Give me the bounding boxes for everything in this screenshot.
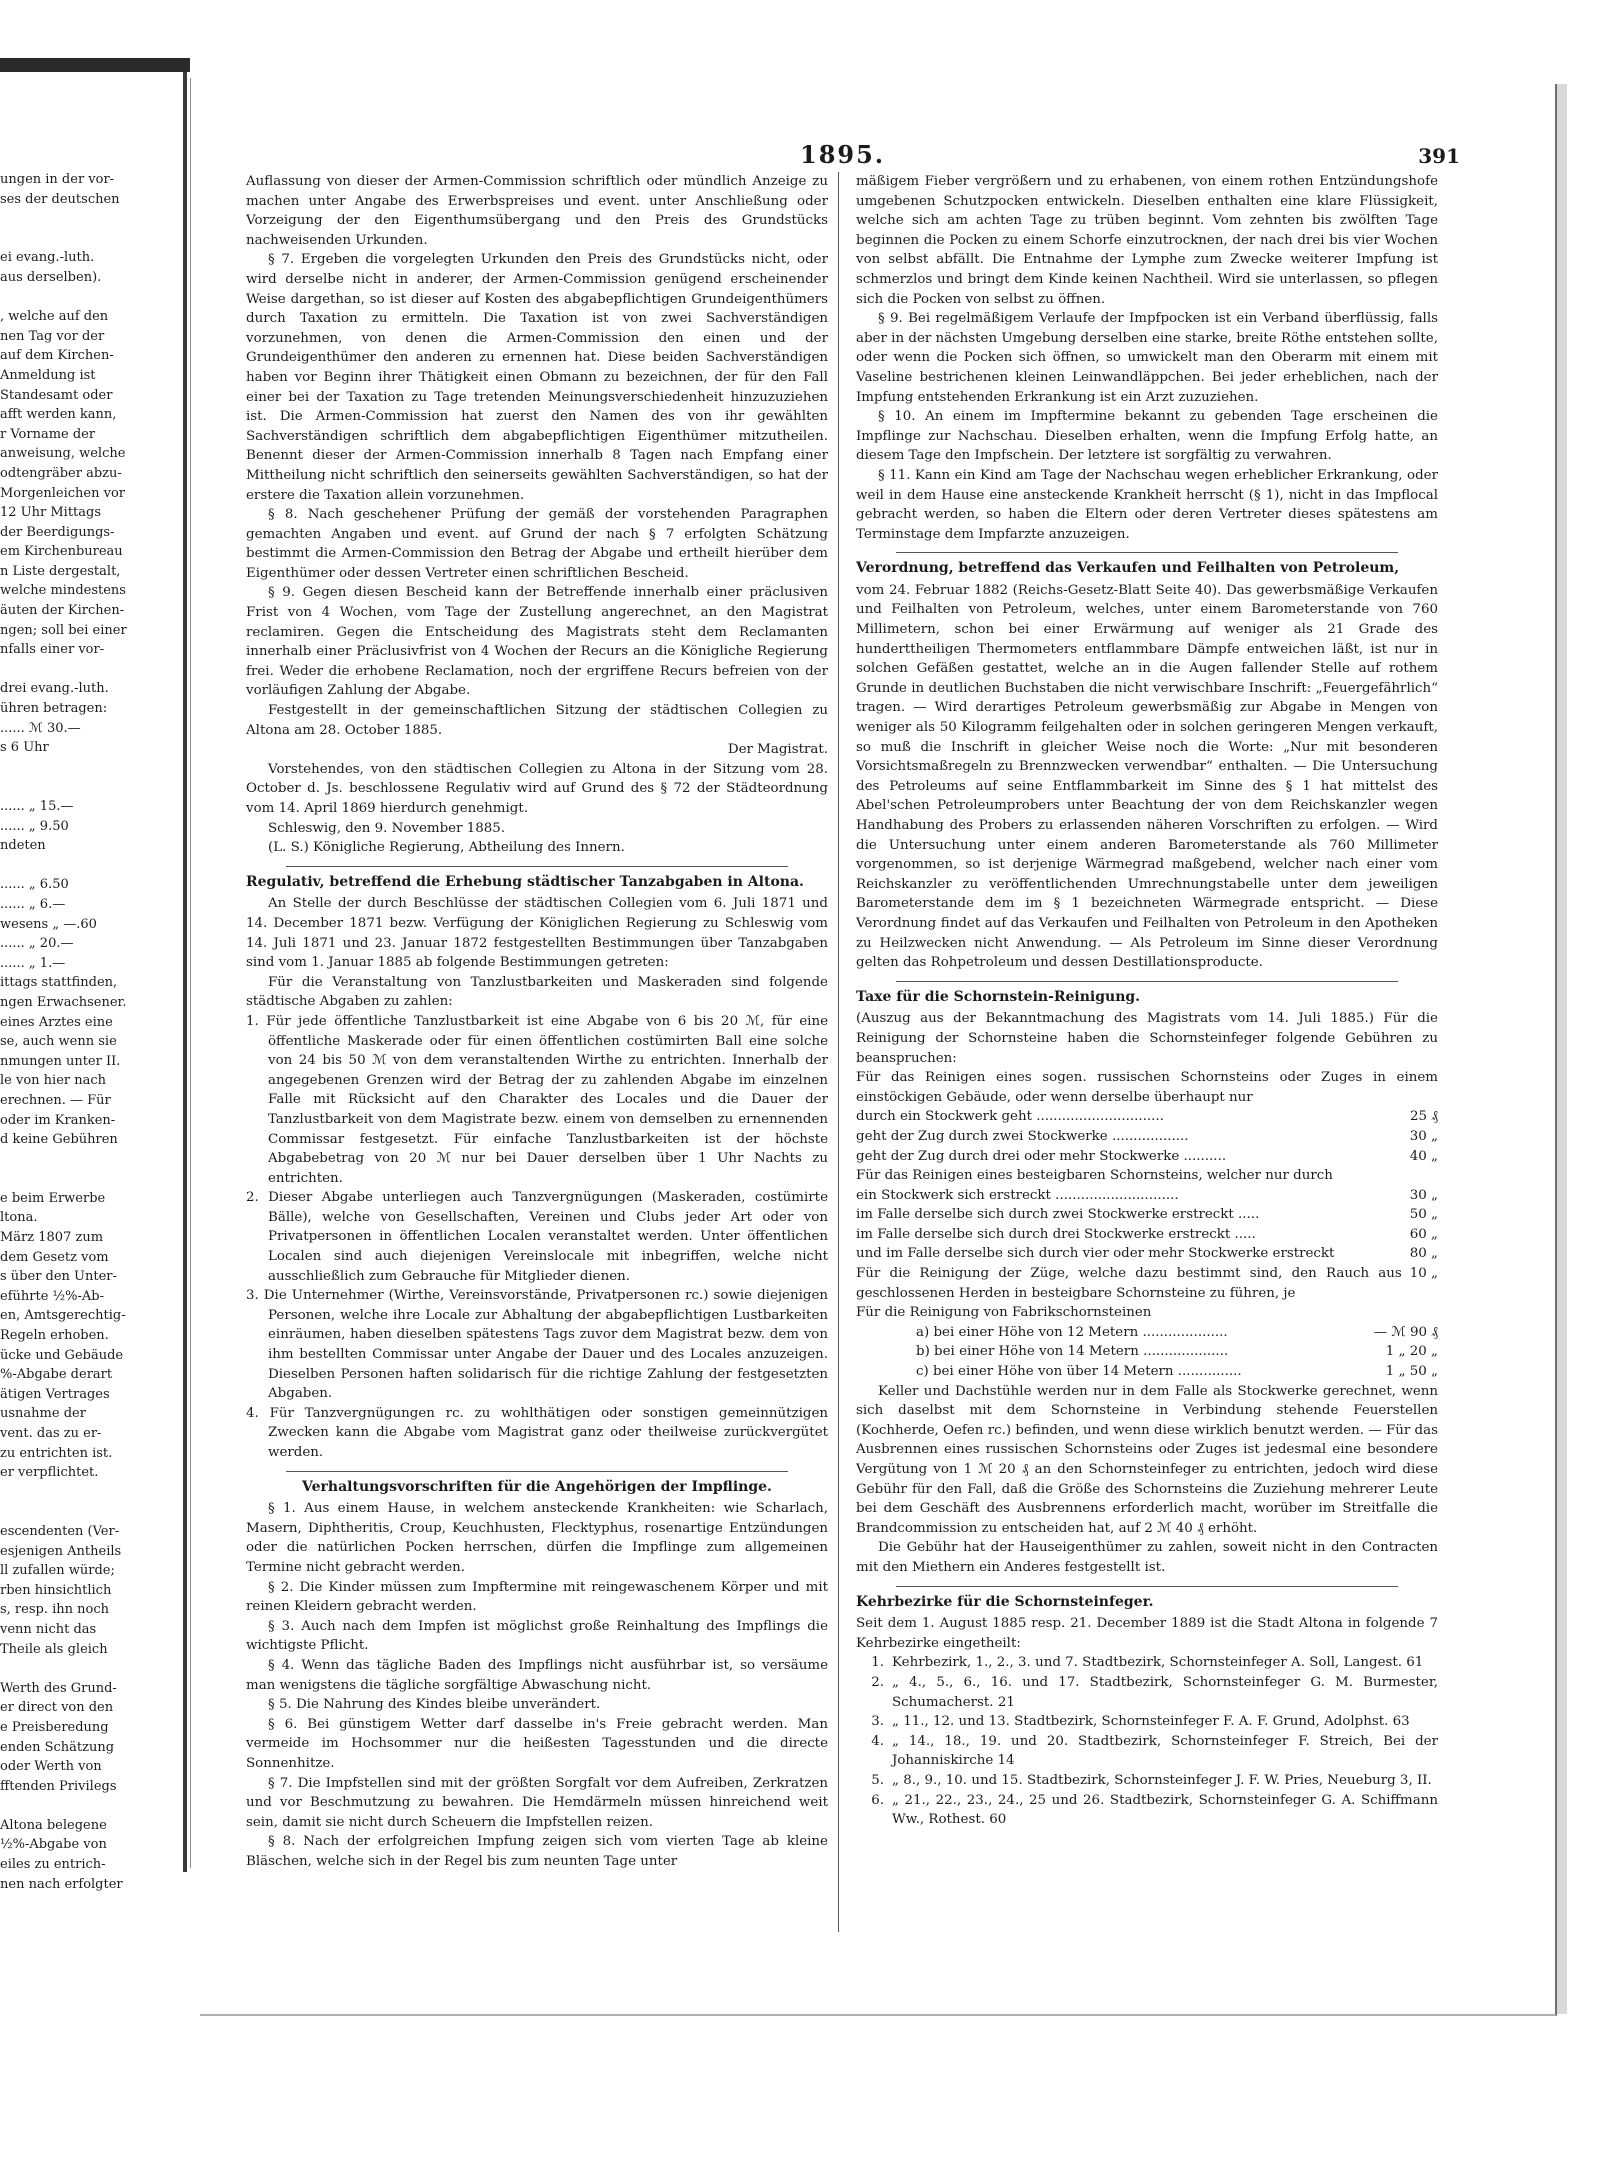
strip-line: ...... „ 15.— [0,799,74,814]
strip-line: e beim Erwerbe [0,1190,106,1206]
strip-line: Anmeldung ist [0,367,96,383]
strip-line: äuten der Kirchen- [0,603,125,619]
strip-line: s 6 Uhr [0,740,49,756]
strip-line: nmungen unter II. [0,1053,121,1069]
strip-line: dem Gesetz vom [0,1249,109,1265]
signature: Der Magistrat. [727,742,828,758]
authority: (L. S.) Königliche Regierung, Abtheilung des Innern. [268,840,625,856]
rule [286,866,788,867]
district-number: 6. [871,1792,884,1808]
scan-top-band [0,58,190,72]
rule [286,1471,788,1472]
district-row [856,1712,1438,1732]
strip-line: esjenigen Antheils [0,1543,122,1559]
district-row [856,1673,1438,1712]
paragraph: Vorstehendes, von den städtischen Collegien zu Altona in der Sitzung vom 28. October d. Js. beschlossene Regulativ wird auf Grund des § 72 der Städteordnung vom 14. April 1869 hierdurch genehmigt. [246,761,828,816]
section-8: § 8. Nach geschehener Prüfung der gemäß der vorstehenden Paragraphen gemachten Angaben und event. auf Grund der nach § 7 erfolgten Schätzung bestimmt die Armen-Commission den Betrag der Abgabe und ertheilt hierüber dem Eigenthümer oder dessen Vertreter einen schriftlichen Bescheid. [246,507,828,581]
fee-label: b) bei einer Höhe von 14 Metern .................... [916,1344,1229,1360]
district-text: „ 8., 9., 10. und 15. Stadtbezirk, Schornsteinfeger J. F. W. Pries, Neueburg 3, II. [892,1772,1432,1788]
fee-row [856,1225,1438,1245]
strip-line: %-Abgabe derart [0,1367,113,1383]
section-3: § 3. Auch nach dem Impfen ist möglichst große Reinhaltung des Impflings die wichtigste Pflicht. [246,1618,828,1654]
fee-price: 50 „ [1409,1207,1438,1223]
strip-line [0,1659,178,1679]
district-text: „ 11., 12. und 13. Stadtbezirk, Schornsteinfeger F. A. F. Grund, Adolphst. 63 [892,1714,1410,1730]
strip-line [0,777,178,797]
fee-row [856,1264,1438,1303]
district-list [856,1653,1438,1829]
strip-line [0,1483,178,1503]
section-8: § 8. Nach der erfolgreichen Impfung zeigen sich vom vierten Tage ab kleine Bläschen, welche sich in der Regel bis zum neunten Tage unter [246,1834,828,1869]
fee-price: 80 „ [1409,1246,1438,1262]
fee-price: 40 „ [1409,1148,1438,1164]
fee-row [856,1147,1438,1167]
fee-row [856,1127,1438,1147]
fee-row [856,1205,1438,1225]
strip-line: ...... „ 1.— [0,955,66,971]
fee-row [916,1323,1438,1343]
strip-line: ngen Erwachsener. [0,994,127,1010]
strip-line: ühren betragen: [0,701,108,717]
strip-line: s, resp. ihn noch [0,1602,109,1618]
strip-line: le von hier nach [0,1073,107,1089]
strip-line: erechnen. — Für [0,1092,111,1108]
strip-line: er verpflichtet. [0,1465,99,1481]
place-date: Schleswig, den 9. November 1885. [268,820,506,836]
fee-row [916,1362,1438,1382]
strip-line: Altona belegene [0,1817,107,1833]
list-item: 4. Für Tanzvergnügungen rc. zu wohlthätigen oder sonstigen gemeinnützigen Zwecken kann die Abgabe vom Magistrat ganz oder theilweise zurückvergütet werden. [246,1405,828,1460]
section-11: § 11. Kann ein Kind am Tage der Nachschau wegen erheblicher Erkrankung, oder weil in dem Hause eine ansteckende Krankheit herrscht (§ 1), nicht in das Impflocal gebracht werden, so haben die Eltern oder deren Vertreter dieses spätestens am Terminstage dem Impfarzte anzuzeigen. [856,467,1438,542]
fee-label: geht der Zug durch drei oder mehr Stockwerke .......... [856,1148,1227,1164]
section-7: § 7. Die Impfstellen sind mit der größten Sorgfalt vor dem Aufreiben, Zerkratzen und vor Beschmutzung zu bewahren. Die Hemdärmeln müssen hinreichend weit sein, damit sie nicht durch Scheuern die Impfstellen reizen. [246,1775,828,1830]
strip-line: fftenden Privilegs [0,1778,117,1794]
paragraph: Für die Reinigung von Fabrikschornsteinen [856,1305,1152,1321]
fee-label: c) bei einer Höhe von über 14 Metern ............... [916,1364,1242,1380]
fee-list [856,1323,1438,1382]
fee-label: im Falle derselbe sich durch zwei Stockwerke erstreckt ..... [856,1207,1260,1223]
district-text: Kehrbezirk, 1., 2., 3. und 7. Stadtbezirk, Schornsteinfeger A. Soll, Langest. 61 [892,1655,1424,1671]
district-row [856,1732,1438,1771]
strip-line: Werth des Grund- [0,1680,117,1696]
strip-line: usnahme der [0,1406,86,1422]
strip-line: ücke und Gebäude [0,1347,124,1363]
strip-line [0,758,178,778]
heading-tanzabgaben: Regulativ, betreffend die Erhebung städtischer Tanzabgaben in Altona. [246,873,804,890]
strip-line: aus derselben). [0,269,102,285]
fee-price: 25 ₰ [1410,1109,1438,1125]
paragraph: vom 24. Februar 1882 (Reichs-Gesetz-Blatt Seite 40). Das gewerbsmäßige Verkaufen und Feilhalten von Petroleum, welches, unter einem Barometerstande von 760 Millimetern, schon bei einer Erwärmung auf weniger als 21 Grade des hunderttheiligen Thermometers entflammbare Dämpfe entweichen läßt, ist nur in solchen Gefäßen gestattet, welche an in die Augen fallender Stelle auf rothem Grunde in deutlichen Buchstaben die nicht verwischbare Inschrift: „Feuergefährlich“ tragen. — Wird derartiges Petroleum gewerbsmäßig zur Abgabe in Mengen von weniger als 50 Kilogramm feilgehalten oder in solchen geringeren Mengen verkauft, so muß die Inschrift in gleicher Weise noch die Worte: „Nur mit besonderen Vorsichtsmaßregeln zu Brennzwecken verwendbar“ enthalten. — Die Untersuchung des Petroleums auf seine Entflammbarkeit im Sinne des § 1 hat mittelst des Abel'schen Petroleumprobers unter Beachtung der von dem Reichskanzler wegen Handhabung des Probers zu erlassenden näheren Vorschriften zu erfolgen. — Wird die Untersuchung unter einem anderen Barometerstande als 760 Millimeter vorgenommen, so ist derjenige Wärmegrad maßgebend, welcher nach einer vom Reichskanzler zu veröffentlichenden Umrechnungstabelle unter dem jeweiligen Barometerstande dem im § 1 bezeichneten Wärmegrade entspricht. — Diese Verordnung findet auf das Verkaufen und Feilhalten von Petroleum in den Apotheken zu Heilzwecken nicht Anwendung. — Als Petroleum im Sinne dieser Verordnung gelten das Rohpetroleum und dessen Destillationsproducte. [856,582,1438,971]
section-7: § 7. Ergeben die vorgelegten Urkunden den Preis des Grundstücks nicht, oder wird derselbe nicht in anderer, der Armen-Commission genügend erscheinender Weise dargethan, so ist dieser auf Kosten des abgabepflichtigen Grundeigenthümers durch Taxation zu ermitteln. Die Taxation ist von zwei Sachverständigen vorzunehmen, von denen die Armen-Commission den einen und der Grundeigenthümer den anderen zu ernennen hat. Diese beiden Sachverständigen haben vor Beginn ihrer Thätigkeit einen Obmann zu bezeichnen, der für den Fall einer bei der Taxation zu Tage tretenden Meinungsverschiedenheit hinzuzuziehen ist. Die Armen-Commission hat zuerst den Namen des von ihr gewählten Sachverständigen schriftlich dem abgabepflichtigen Eigenthümer mitzutheilen. Benennt dieser der Armen-Commission innerhalb 8 Tagen nach Empfang einer Mittheilung nicht schriftlich den seinerseits gewählten Sachverständigen, so hat der erstere die Taxation allein vorzunehmen. [246,252,828,503]
strip-line: zu entrichten ist. [0,1445,113,1461]
strip-line [0,660,178,680]
district-row [856,1653,1438,1673]
strip-line: se, auch wenn sie [0,1034,117,1050]
heading-kehrbezirke: Kehrbezirke für die Schornsteinfeger. [856,1593,1154,1610]
strip-line: oder im Kranken- [0,1112,116,1128]
strip-line: ...... ℳ 30.— [0,720,81,736]
strip-line: ses der deutschen [0,191,120,207]
fee-list [856,1107,1438,1166]
paragraph: Keller und Dachstühle werden nur in dem Falle als Stockwerke gerechnet, wenn sich daselbst mit dem Schornsteine in Verbindung stehende Feuerstellen (Kochherde, Oefen rc.) befinden, und wenn diese wirklich benutzt werden. — Für das Ausbrennen eines russischen Schornsteins oder Zuges ist jedesmal eine besondere Vergütung von 1 ℳ 20 ₰ an den Schornsteinfeger zu entrichten, jedoch wird diese Gebühr für den Fall, daß die Größe des Schornsteins die Zuziehung mehrerer Leute bei dem Geschäft des Ausbrennens erforderlich macht, worüber im Streitfalle die Brandcommission zu entscheiden hat, auf 2 ℳ 40 ₰ erhöht. [856,1383,1438,1536]
strip-line: März 1807 zum [0,1230,104,1246]
fee-row [856,1244,1438,1264]
district-number: 1. [871,1655,884,1671]
district-number: 2. [871,1674,884,1690]
fee-label: Für die Reinigung der Züge, welche dazu bestimmt sind, den Rauch aus geschlossenen Herden in besteigbare Schornsteine zu führen, je [856,1266,1402,1301]
previous-page-strip [0,170,178,1894]
strip-line: oder Werth von [0,1759,102,1775]
paragraph: An Stelle der durch Beschlüsse der städtischen Collegien vom 6. Juli 1871 und 14. December 1871 bezw. Verfügung der Königlichen Regierung zu Schleswig vom 14. Juli 1871 und 23. Januar 1872 festgestellten Bestimmungen über Tanzabgaben sind vom 1. Januar 1885 ab folgende Bestimmungen getreten: [246,896,828,971]
fee-label: und im Falle derselbe sich durch vier oder mehr Stockwerke erstreckt [856,1246,1335,1262]
list-item: 1. Für jede öffentliche Tanzlustbarkeit ist eine Abgabe von 6 bis 20 ℳ, für eine öffentliche Maskerade oder für einen öffentlichen costümirten Ball eine solche von 24 bis 50 ℳ von dem veranstaltenden Wirthe zu entrichten. Innerhalb der angegebenen Grenzen wird der Betrag der zu zahlenden Abgabe im einzelnen Falle mit Rücksicht auf den Charakter des Locales und die Dauer der Tanzlustbarkeit von dem Magistrate bezw. einem von demselben zu ernennenden Commissar festgesetzt. Für einfache Tanzlustbarkeiten ist der höchste Abgabebetrag von 20 ℳ nur bei Dauer derselben über 1 Uhr Nachts zu entrichten. [246,1013,828,1186]
binding-edge-inner [190,78,191,1868]
heading-petroleum: Verordnung, betreffend das Verkaufen und Feilhalten von Petroleum, [856,560,1400,577]
strip-line: venn nicht das [0,1621,97,1637]
paragraph: (Auszug aus der Bekanntmachung des Magistrats vom 14. Juli 1885.) Für die Reinigung der Schornsteine haben die Schornsteinfeger folgende Gebühren zu beanspruchen: [856,1011,1438,1066]
strip-line [0,288,178,308]
strip-line: ittags stattfinden, [0,975,118,991]
strip-line: welche mindestens [0,583,126,599]
strip-line [0,229,178,249]
strip-line: eines Arztes eine [0,1014,113,1030]
strip-line [0,1150,178,1170]
strip-line: ½%-Abgabe von [0,1837,107,1853]
strip-line: em Kirchenbureau [0,544,123,560]
section-9: § 9. Gegen diesen Bescheid kann der Betreffende innerhalb einer präclusiven Frist von 4 Wochen, vom Tage der Zustellung angerechnet, an den Magistrat reclamiren. Gegen die Entscheidung des Magistrats steht dem Reclamanten innerhalb einer Präclusivfrist von 4 Wochen der Recurs an die Königliche Regierung frei. Weder die erhobene Reclamation, noch der ergriffene Recurs befreien von der vorläufigen Zahlung der Abgabe. [246,585,828,699]
paragraph: Die Gebühr hat der Hauseigenthümer zu zahlen, soweit nicht in den Contracten mit den Miethern ein Anderes festgestellt ist. [856,1540,1438,1575]
section-5: § 5. Die Nahrung des Kindes bleibe unverändert. [268,1697,601,1713]
strip-line: escendenten (Ver- [0,1523,120,1539]
district-number: 4. [871,1733,884,1749]
strip-line: ei evang.-luth. [0,250,95,266]
strip-line: nen nach erfolgter [0,1876,123,1892]
strip-line: d keine Gebühren [0,1132,118,1148]
strip-line: ätigen Vertrages [0,1386,110,1402]
strip-line: n Liste dergestalt, [0,563,121,579]
section-10: § 10. An einem im Impftermine bekannt zu gebenden Tage erscheinen die Impflinge zur Nachschau. Dieselben erhalten, wenn die Impfung Erfolg hatte, an diesem Tage den Impfschein. Der letztere ist sorgfältig zu verwahren. [856,409,1438,464]
strip-line: rben hinsichtlich [0,1582,112,1598]
middle-column [246,172,828,1871]
strip-line: Morgenleichen vor [0,485,125,501]
fee-price: 30 „ [1409,1128,1438,1144]
fee-list [856,1186,1438,1304]
paragraph: Seit dem 1. August 1885 resp. 21. December 1889 ist die Stadt Altona in folgende 7 Kehrbezirke eingetheilt: [856,1616,1438,1651]
strip-line: e Preisberedung [0,1719,109,1735]
paragraph: Festgestellt in der gemeinschaftlichen Sitzung der städtischen Collegien zu Altona am 28. October 1885. [246,703,828,738]
strip-line: ...... „ 6.50 [0,877,69,893]
strip-line: ...... „ 6.— [0,896,66,912]
district-number: 3. [871,1714,884,1730]
strip-line: Standesamt oder [0,387,113,403]
list-item: 2. Dieser Abgabe unterliegen auch Tanzvergnügungen (Maskeraden, costümirte Bälle), welche von Gesellschaften, Vereinen und Clubs jeder Art oder von Privatpersonen in öffentlichen Localen veranstaltet werden. Unter öffentlichen Localen sind auch diejenigen Vereinslocale mit inbegriffen, welche nicht ausschließlich zum Gebrauche für Mitglieder dienen. [246,1190,828,1284]
paragraph: Für die Veranstaltung von Tanzlustbarkeiten und Maskeraden sind folgende städtische Abgaben zu zahlen: [246,974,828,1010]
fee-label: a) bei einer Höhe von 12 Metern .................... [916,1324,1228,1340]
strip-line [0,209,178,229]
strip-line: anweisung, welche [0,446,126,462]
strip-line: enden Schätzung [0,1739,115,1755]
fee-price: 60 „ [1409,1226,1438,1242]
strip-line [0,1796,178,1816]
fee-price: 1 „ 50 „ [1385,1364,1438,1380]
section-9: § 9. Bei regelmäßigem Verlaufe der Impfpocken ist ein Verband überflüssig, falls aber in der nächsten Umgebung derselben eine starke, breite Röthe entstehen sollte, oder wenn die Pocken sich öffnen, so umwickelt man den Oberarm mit einem mit Vaseline bestrichenen kleinen Leinwandläppchen. Bei jeder erheblichen, nach der Impfung entstehenden Erkrankung ist ein Arzt zuzuziehen. [856,311,1438,405]
rule [896,981,1398,982]
heading-schornstein-taxe: Taxe für die Schornstein-Reinigung. [856,988,1141,1005]
strip-line: ungen in der vor- [0,172,115,187]
strip-line [0,1169,178,1189]
strip-line: Theile als gleich [0,1641,108,1657]
strip-line: auf dem Kirchen- [0,348,114,364]
strip-line [0,856,178,876]
strip-line: ngen; soll bei einer [0,622,127,638]
fee-price: 10 „ [1409,1266,1438,1282]
section-1: § 1. Aus einem Hause, in welchem ansteckende Krankheiten: wie Scharlach, Masern, Diphtheritis, Croup, Keuchhusten, Flecktyphus, rosenartige Entzündungen oder die natürlichen Pocken herrschen, dürfen die Impflinge zum allgemeinen Termine nicht gebracht werden. [246,1501,828,1575]
strip-line: afft werden kann, [0,407,117,423]
binding-edge [183,72,187,1872]
strip-line [0,1502,178,1522]
fee-price: 30 „ [1409,1187,1438,1203]
strip-line: Regeln erhoben. [0,1328,109,1344]
strip-line: er direct von den [0,1700,114,1716]
district-text: „ 14., 18., 19. und 20. Stadtbezirk, Schornsteinfeger F. Streich, Bei der Johanniskirche 14 [892,1733,1438,1769]
strip-line: , welche auf den [0,309,109,325]
fee-price: 1 „ 20 „ [1385,1344,1438,1360]
fee-row [856,1107,1438,1127]
strip-line: s über den Unter- [0,1269,117,1285]
strip-line: vent. das zu er- [0,1426,102,1441]
district-text: „ 21., 22., 23., 24., 25 und 26. Stadtbezirk, Schornsteinfeger G. A. Schiffmann Ww., Rothest. 60 [892,1792,1438,1828]
paragraph: mäßigem Fieber vergrößern und zu erhabenen, von einem rothen Entzündungshofe umgebenen Schutzpocken entwickeln. Dieselben enthalten eine klare Flüssigkeit, welche sich am achten Tage zu trüben beginnt. Vom zehnten bis zwölften Tage beginnen die Pocken zu einem Schorfe einzutrocknen, der nach drei bis vier Wochen von selbst abfällt. Die Entnahme der Lymphe zum Zwecke weiterer Impfung ist schmerzlos und bringt dem Kinde keinen Nachtheil. Wird sie unterlassen, so pflegen sich die Pocken von selbst zu öffnen. [856,174,1438,307]
page-year: 1895. [800,140,886,169]
section-2: § 2. Die Kinder müssen zum Impftermine mit reingewaschenem Körper und mit reinen Kleidern gebracht werden. [246,1579,828,1615]
district-row [856,1771,1438,1791]
strip-line: ltona. [0,1210,38,1226]
rule [896,552,1398,553]
section-4: § 4. Wenn das tägliche Baden des Impflings nicht ausführbar ist, so versäume man wenigstens die tägliche sorgfältige Abwaschung nicht. [246,1657,828,1693]
fee-label: ein Stockwerk sich erstreckt ............................. [856,1187,1179,1203]
strip-line: wesens „ —.60 [0,916,97,932]
page-number: 391 [1418,144,1460,168]
fee-label: durch ein Stockwerk geht .............................. [856,1109,1164,1125]
strip-line: drei evang.-luth. [0,681,109,697]
strip-line: nfalls einer vor- [0,642,105,658]
strip-line: eführte ½%-Ab- [0,1288,104,1304]
strip-line: odtengräber abzu- [0,465,122,481]
strip-line: nen Tag vor der [0,328,105,344]
rule [896,1586,1398,1587]
strip-line: 12 Uhr Mittags [0,505,102,521]
strip-line: eiles zu entrich- [0,1857,106,1873]
list-item: 3. Die Unternehmer (Wirthe, Vereinsvorstände, Privatpersonen rc.) sowie diejenigen Personen, welche ihre Locale zur Abhaltung der abgabepflichtigen Lustbarkeiten einräumen, haben dieselben spätestens Tags zuvor dem Magistrat bezw. dem von ihm bestellten Commissar unter Angabe der Dauer und des Locales anzuzeigen. Dieselben Personen haften solidarisch für die richtige Zahlung der festgesetzten Abgaben. [246,1288,828,1402]
strip-line: ll zufallen würde; [0,1563,115,1579]
fee-label: im Falle derselbe sich durch drei Stockwerke erstreckt ..... [856,1226,1256,1242]
fee-row [916,1342,1438,1362]
strip-line: der Beerdigungs- [0,524,115,540]
district-row [856,1791,1438,1830]
strip-line: r Vorname der [0,426,96,442]
paragraph: Für das Reinigen eines besteigbaren Schornsteins, welcher nur durch [856,1168,1333,1184]
section-6: § 6. Bei günstigem Wetter darf dasselbe in's Freie gebracht werden. Man vermeide im Hochsommer nur die heißesten Tagesstunden und die directe Sonnenhitze. [246,1716,828,1771]
fee-row [856,1186,1438,1206]
column-divider [838,172,839,1932]
page-header [700,140,1460,170]
strip-line: ...... „ 20.— [0,936,74,952]
district-text: „ 4., 5., 6., 16. und 17. Stadtbezirk, Schornsteinfeger G. M. Burmester, Schumacherst. 21 [892,1674,1438,1710]
paragraph: Auflassung von dieser der Armen-Commission schriftlich oder mündlich Anzeige zu machen unter Angabe des Erwerbspreises und event. unter Anschließung oder Vorzeigung der den Eigenthumsübergang und den Preis des Grundstücks nachweisenden Urkunden. [246,174,828,248]
paragraph: Für das Reinigen eines sogen. russischen Schornsteins oder Zuges in einem einstöckigen Gebäude, oder wenn derselbe überhaupt nur [856,1070,1438,1105]
district-number: 5. [871,1772,884,1788]
right-column [856,172,1438,1830]
strip-line: en, Amtsgerechtig- [0,1308,126,1324]
strip-line: ndeten [0,838,46,854]
heading-impflinge: Verhaltungsvorschriften für die Angehörigen der Impflinge. [302,1478,772,1495]
fee-label: geht der Zug durch zwei Stockwerke .................. [856,1128,1189,1144]
fee-price: — ℳ 90 ₰ [1373,1324,1438,1340]
strip-line: ...... „ 9.50 [0,818,69,834]
